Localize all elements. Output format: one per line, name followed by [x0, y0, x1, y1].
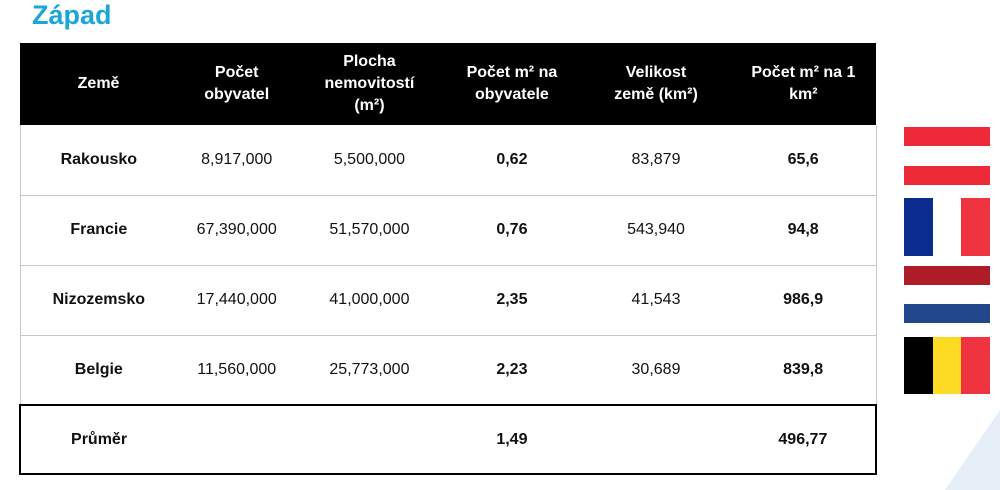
header-property-area: Plocha nemovitostí (m²) — [324, 53, 415, 114]
cell-average-m2-per-person: 1,49 — [443, 405, 582, 474]
cell-country: Rakousko — [20, 125, 177, 195]
country-table — [19, 43, 877, 475]
table-row-netherlands — [20, 265, 876, 335]
cell-country: Francie — [20, 195, 177, 265]
cell-average-m2-per-km2: 496,77 — [731, 405, 876, 474]
header-m2-per-km2: Počet m² na 1 km² — [751, 64, 856, 103]
table-row-austria — [20, 125, 876, 195]
cell-country: Belgie — [20, 335, 177, 405]
cell-m2-per-person: 0,76 — [443, 195, 582, 265]
data-table-container — [19, 43, 877, 475]
cell-m2-per-person: 2,23 — [443, 335, 582, 405]
austria-flag-icon — [904, 127, 990, 185]
cell-area-km2: 30,689 — [581, 335, 731, 405]
cell-average-label: Průměr — [20, 405, 177, 474]
cell-m2-per-km2: 839,8 — [731, 335, 876, 405]
cell-population: 67,390,000 — [177, 195, 296, 265]
corner-decoration — [945, 410, 1000, 490]
cell-m2-per-km2: 65,6 — [731, 125, 876, 195]
cell-m2-per-person: 2,35 — [443, 265, 582, 335]
cell-m2-per-km2: 986,9 — [731, 265, 876, 335]
header-m2-per-person: Počet m² na obyvatele — [466, 64, 558, 103]
cell-population: 11,560,000 — [177, 335, 296, 405]
cell-property-area: 51,570,000 — [296, 195, 442, 265]
cell-empty — [296, 405, 442, 474]
cell-area-km2: 83,879 — [581, 125, 731, 195]
cell-m2-per-km2: 94,8 — [731, 195, 876, 265]
header-country-area: Velikost země (km²) — [614, 64, 698, 103]
cell-property-area: 41,000,000 — [296, 265, 442, 335]
cell-country: Nizozemsko — [20, 265, 177, 335]
cell-area-km2: 543,940 — [581, 195, 731, 265]
table-row-belgium — [20, 335, 876, 405]
header-country: Země — [77, 75, 120, 92]
cell-population: 8,917,000 — [177, 125, 296, 195]
header-population: Počet obyvatel — [204, 64, 270, 103]
cell-m2-per-person: 0,62 — [443, 125, 582, 195]
netherlands-flag-icon — [904, 266, 990, 323]
cell-area-km2: 41,543 — [581, 265, 731, 335]
table-row-france — [20, 195, 876, 265]
table-row-average — [20, 405, 876, 474]
belgium-flag-icon — [904, 337, 990, 394]
cell-empty — [581, 405, 731, 474]
france-flag-icon — [904, 198, 990, 256]
cell-empty — [177, 405, 296, 474]
page-title: Západ — [32, 0, 112, 30]
cell-property-area: 5,500,000 — [296, 125, 442, 195]
cell-population: 17,440,000 — [177, 265, 296, 335]
cell-property-area: 25,773,000 — [296, 335, 442, 405]
table-header-row — [20, 43, 876, 125]
